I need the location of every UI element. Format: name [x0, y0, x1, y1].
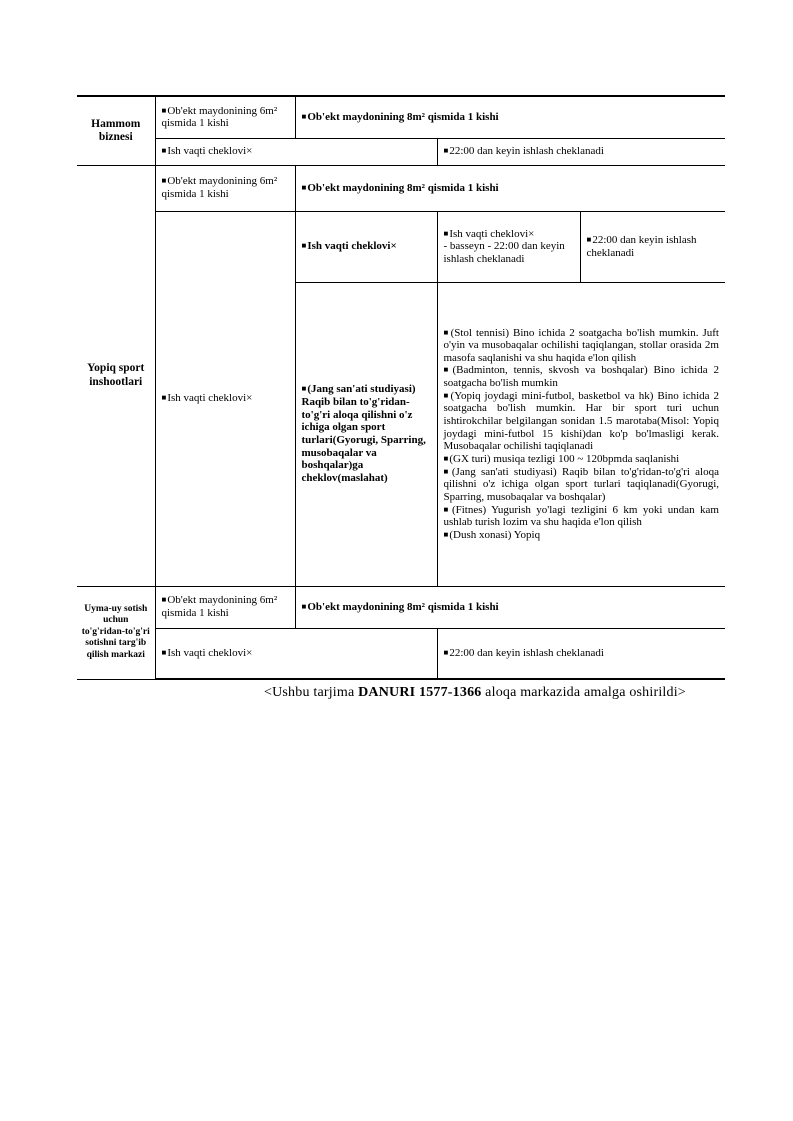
bullet-icon: ■: [301, 182, 307, 192]
bullet-icon: ■: [161, 393, 167, 403]
list-item: ■(Stol tennisi) Bino ichida 2 soatgacha bo'lish mumkin. Juft o'yin va musobaqalar ochilishi taqiqlangan, stollar orasida 2m masofa saqlanishi va shu haqida e'lon qilish: [443, 326, 719, 364]
table-row: [77, 165, 725, 211]
table-cell: [437, 211, 580, 282]
bullet-icon: ■: [161, 647, 167, 657]
document-page: [77, 95, 725, 680]
category-cell: Uyma-uy sotish uchun to'g'ridan-to'g'ri sotishni targ'ib qilish markazi: [77, 586, 155, 679]
table-cell: ■Ish vaqti cheklovi×: [155, 138, 437, 165]
bullet-icon: ■: [443, 146, 449, 156]
category-cell: Hammom biznesi: [77, 96, 155, 165]
bullet-icon: ■: [443, 466, 451, 476]
table-cell: ■(Jang san'ati studiyasi) Raqib bilan to'g'ridan-to'g'ri aloqa qilishni o'z ichiga olgan sport turlari(Gyorugi, Sparring, musobaqalar va boshqalar)ga cheklov(maslahat): [295, 282, 437, 586]
pool-item: ■Ish vaqti cheklovi×: [443, 227, 535, 240]
list-item: ■(Fitnes) Yugurish yo'lagi tezligini 6 km yoki undan kam ushlab turish lozim va shu haqida e'lon qilish: [443, 503, 719, 529]
table-cell: ■22:00 dan keyin ishlash cheklanadi: [437, 138, 725, 165]
list-item: ■(Dush xonasi) Yopiq: [443, 528, 541, 541]
list-item: ■(GX turi) musiqa tezligi 100 ~ 120bpmda saqlanishi: [443, 452, 680, 465]
table-cell: ■Ob'ekt maydonining 8m² qismida 1 kishi: [295, 586, 725, 628]
bullet-icon: ■: [301, 384, 307, 394]
bullet-icon: ■: [586, 234, 592, 244]
bullet-icon: ■: [301, 601, 307, 611]
category-cell: Yopiq sport inshootlari: [77, 165, 155, 586]
bullet-icon: ■: [443, 529, 449, 539]
bullet-icon: ■: [161, 595, 167, 605]
table-cell: ■Ob'ekt maydonining 6m² qismida 1 kishi: [155, 586, 295, 628]
translation-note: <Ushbu tarjima DANURI 1577-1366 aloqa markazida amalga oshirildi>: [264, 685, 686, 700]
list-item: ■(Yopiq joydagi mini-futbol, basketbol va hk) Bino ichida 2 soatgacha bo'lish mumkin. Har bir sport turi uchun ishtirokchilar belgilangan sonidan 1.5 marotaba(Misol: Yopiq joydagi mini-futbol 15 kishi)dan ko'p bo'lmasligi kerak. Musobaqalar ochilishi taqiqlanadi: [443, 389, 719, 453]
bullet-icon: ■: [301, 241, 307, 251]
table-cell: ■Ish vaqti cheklovi×: [155, 628, 437, 679]
table-row: [77, 211, 725, 282]
bullet-icon: ■: [161, 176, 167, 186]
list-item: ■(Jang san'ati studiyasi) Raqib bilan to'g'ridan-to'g'ri aloqa qilishni o'z ichiga olgan sport turlari taqiqlanadi(Gyorugi, Sparring, musobaqalar va boshqalar): [443, 465, 719, 503]
pool-item: - basseyn - 22:00 dan keyin ishlash cheklanadi: [443, 240, 565, 265]
bullet-icon: ■: [443, 365, 452, 375]
bullet-icon: ■: [161, 146, 167, 156]
bullet-icon: ■: [161, 105, 167, 115]
table-cell: ■Ob'ekt maydonining 6m² qismida 1 kishi: [155, 165, 295, 211]
bullet-icon: ■: [443, 647, 449, 657]
list-item: ■(Badminton, tennis, skvosh va boshqalar) Bino ichida 2 soatgacha bo'lish mumkin: [443, 364, 719, 390]
table-cell: ■Ob'ekt maydonining 6m² qismida 1 kishi: [155, 96, 295, 138]
bullet-icon: ■: [443, 228, 449, 238]
restrictions-table: [77, 95, 725, 680]
table-cell: ■22:00 dan keyin ishlash cheklanadi: [580, 211, 725, 282]
bullet-icon: ■: [301, 111, 307, 121]
table-cell: ■Ish vaqti cheklovi×: [155, 211, 295, 586]
table-row: [77, 586, 725, 628]
table-row: [77, 138, 725, 165]
bullet-icon: ■: [443, 327, 450, 337]
table-row: [77, 96, 725, 138]
table-cell: ■Ob'ekt maydonining 8m² qismida 1 kishi: [295, 165, 725, 211]
table-cell: ■22:00 dan keyin ishlash cheklanadi: [437, 628, 725, 679]
table-row: [77, 628, 725, 679]
table-cell: ■Ob'ekt maydonining 8m² qismida 1 kishi: [295, 96, 725, 138]
bullet-icon: ■: [443, 390, 450, 400]
bullet-icon: ■: [443, 504, 451, 514]
table-cell: ■Ish vaqti cheklovi×: [295, 211, 437, 282]
details-list: [437, 282, 725, 586]
bullet-icon: ■: [443, 453, 449, 463]
